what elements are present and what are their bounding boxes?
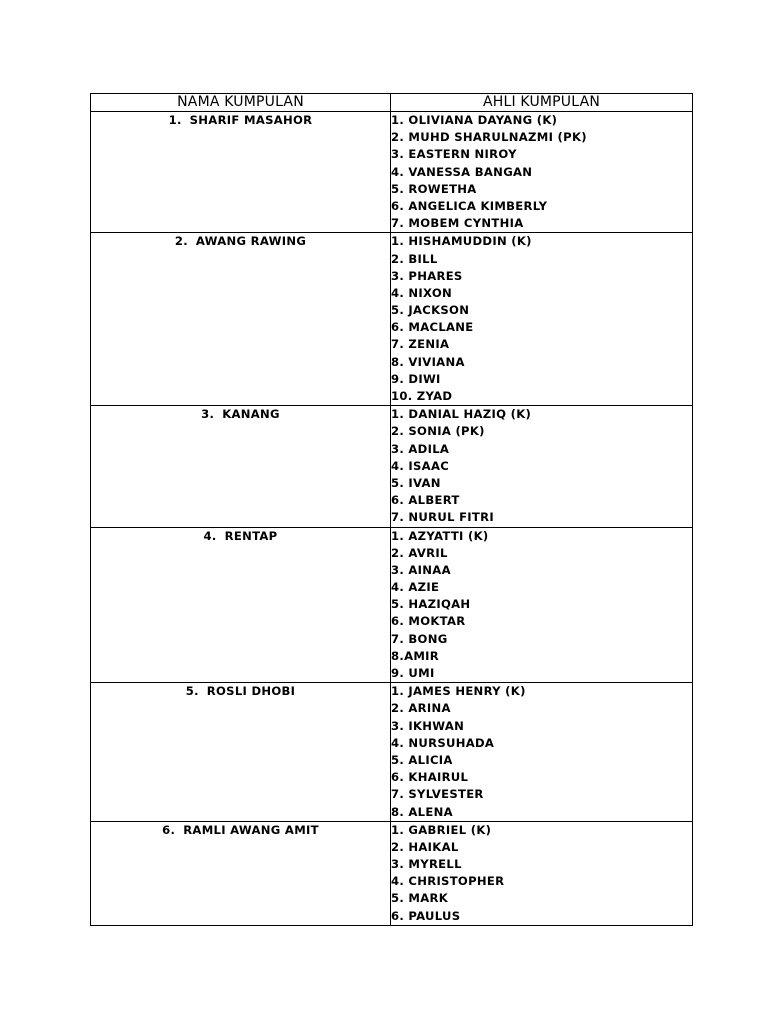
- member-item: 10. ZYAD: [391, 389, 453, 403]
- table-row: [91, 683, 693, 822]
- member-item: 2. SONIA (PK): [391, 424, 485, 439]
- member-item: 6. ALBERT: [391, 493, 460, 508]
- group-name-cell: [91, 821, 391, 925]
- member-item: 8. VIVIANA: [391, 354, 465, 369]
- group-members-cell: [391, 527, 693, 683]
- member-item: 1. JAMES HENRY (K): [391, 684, 526, 699]
- member-item: 6. ANGELICA KIMBERLY: [391, 198, 548, 213]
- member-item: 5. ROWETHA: [391, 181, 477, 196]
- member-item: 4. CHRISTOPHER: [391, 874, 505, 889]
- member-item: 5. MARK: [391, 891, 449, 906]
- member-item: 3. EASTERN NIROY: [391, 147, 517, 162]
- group-members-cell: [391, 821, 693, 925]
- group-number: 3.: [201, 407, 215, 422]
- group-table-body: [91, 112, 693, 926]
- table-row: [91, 821, 693, 925]
- table-header-row: [91, 94, 693, 112]
- member-item: 2. ARINA: [391, 701, 451, 716]
- table-row: [91, 112, 693, 233]
- member-item: 2. HAIKAL: [391, 839, 459, 854]
- member-item: 1. AZYATTI (K): [391, 528, 489, 543]
- group-name-cell: [91, 683, 391, 822]
- member-item: 5. JACKSON: [391, 303, 470, 318]
- group-name-cell: [91, 233, 391, 406]
- member-item: 2. MUHD SHARULNAZMI (PK): [391, 130, 587, 145]
- group-name-cell: [91, 527, 391, 683]
- group-number: 2.: [174, 234, 188, 249]
- member-item: 4. AZIE: [391, 580, 440, 595]
- table-row: [91, 233, 693, 406]
- member-item: 3. IKHWAN: [391, 718, 465, 733]
- group-number: 5.: [185, 684, 199, 699]
- member-item: 4. NIXON: [391, 285, 453, 300]
- member-item: 7. BONG: [391, 631, 448, 646]
- member-item: 1. DANIAL HAZIQ (K): [391, 407, 532, 422]
- member-item: 4. NURSUHADA: [391, 735, 495, 750]
- member-item: 5. HAZIQAH: [391, 597, 471, 612]
- member-item: 8.AMIR: [391, 648, 440, 663]
- member-item: 7. ZENIA: [391, 337, 450, 352]
- member-item: 7. SYLVESTER: [391, 787, 484, 802]
- member-item: 6. PAULUS: [391, 908, 461, 923]
- member-item: 5. ALICIA: [391, 752, 453, 767]
- member-item: 6. MOKTAR: [391, 614, 466, 629]
- member-item: 3. PHARES: [391, 268, 463, 283]
- group-number: 6.: [162, 822, 176, 837]
- group-name-cell: [91, 112, 391, 233]
- header-group-members: AHLI KUMPULAN: [391, 94, 693, 112]
- group-members-cell: [391, 683, 693, 822]
- member-item: 4. ISAAC: [391, 458, 450, 473]
- member-item: 5. IVAN: [391, 475, 441, 490]
- member-item: 3. MYRELL: [391, 857, 462, 872]
- group-name-cell: [91, 406, 391, 527]
- group-table: [90, 93, 693, 926]
- member-item: 3. AINAA: [391, 562, 451, 577]
- table-row: [91, 527, 693, 683]
- member-item: 1. GABRIEL (K): [391, 822, 492, 837]
- member-item: 2. BILL: [391, 251, 438, 266]
- group-members-cell: [391, 406, 693, 527]
- member-item: 4. VANESSA BANGAN: [391, 164, 533, 179]
- member-item: 3. ADILA: [391, 441, 450, 456]
- group-name: KANANG: [222, 407, 280, 422]
- member-item: 1. OLIVIANA DAYANG (K): [391, 113, 558, 127]
- member-item: 6. KHAIRUL: [391, 770, 469, 785]
- member-item: 8. ALENA: [391, 804, 453, 819]
- group-name: SHARIF MASAHOR: [189, 113, 313, 127]
- group-members-cell: [391, 112, 693, 233]
- group-name: AWANG RAWING: [195, 234, 307, 249]
- group-number: 4.: [203, 528, 217, 543]
- member-item: 1. HISHAMUDDIN (K): [391, 234, 532, 249]
- member-item: 2. AVRIL: [391, 545, 448, 560]
- group-name: RENTAP: [224, 528, 278, 543]
- member-item: 9. DIWI: [391, 371, 441, 386]
- group-number: 1.: [168, 113, 182, 127]
- member-item: 9. UMI: [391, 666, 435, 680]
- member-item: 7. MOBEM CYNTHIA: [391, 216, 524, 231]
- header-group-name: NAMA KUMPULAN: [91, 94, 391, 112]
- group-name: RAMLI AWANG AMIT: [183, 822, 319, 837]
- member-item: 7. NURUL FITRI: [391, 510, 494, 525]
- table-row: [91, 406, 693, 527]
- member-item: 6. MACLANE: [391, 320, 474, 335]
- group-name: ROSLI DHOBI: [206, 684, 296, 699]
- group-members-cell: [391, 233, 693, 406]
